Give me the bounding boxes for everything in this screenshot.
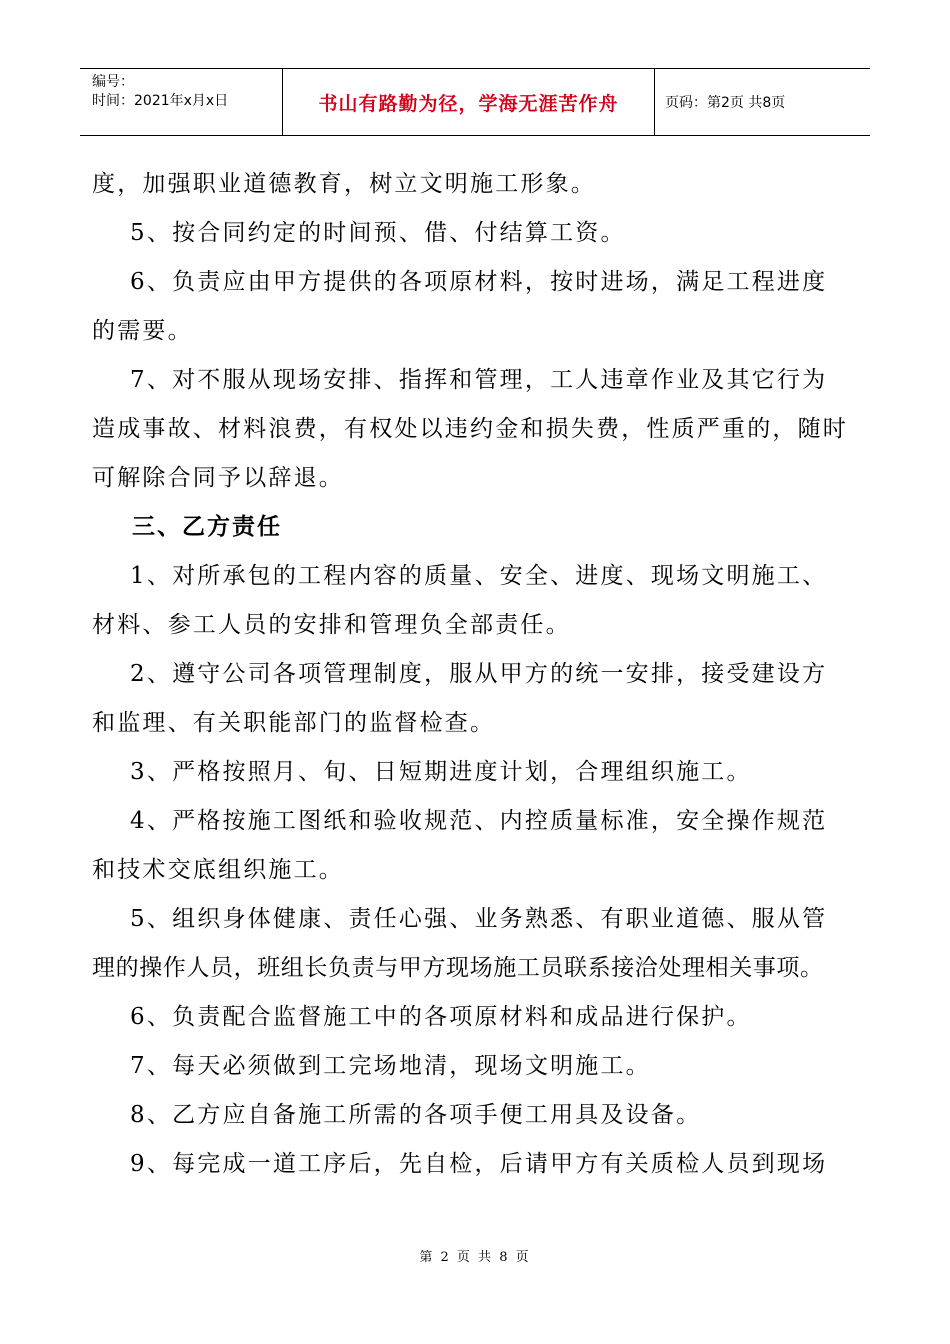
text-line: 9、每完成一道工序后，先自检，后请甲方有关质检人员到现场	[92, 1151, 828, 1177]
text-line: 理的操作人员，班组长负责与甲方现场施工员联系接洽处理相关事项。	[92, 955, 824, 981]
text-line: 2、遵守公司各项管理制度，服从甲方的统一安排，接受建设方	[92, 661, 828, 687]
text-line: 7、每天必须做到工完场地清，现场文明施工。	[92, 1053, 651, 1079]
document-body	[92, 160, 862, 1189]
text-line: 的需要。	[92, 318, 193, 344]
section-heading: 三、乙方责任	[92, 514, 283, 540]
page-header	[80, 68, 870, 136]
text-line: 8、乙方应自备施工所需的各项手便工用具及设备。	[92, 1102, 702, 1128]
text-line: 7、对不服从现场安排、指挥和管理，工人违章作业及其它行为	[92, 367, 828, 393]
text-line: 3、严格按照月、旬、日短期进度计划，合理组织施工。	[92, 759, 752, 785]
text-line: 6、负责应由甲方提供的各项原材料，按时进场，满足工程进度	[92, 269, 828, 295]
text-line: 度，加强职业道德教育，树立文明施工形象。	[92, 171, 596, 197]
text-line: 6、负责配合监督施工中的各项原材料和成品进行保护。	[92, 1004, 752, 1030]
text-line: 材料、参工人员的安排和管理负全部责任。	[92, 612, 571, 638]
doc-number-label: 编号：	[92, 74, 134, 90]
text-line: 1、对所承包的工程内容的质量、安全、进度、现场文明施工、	[92, 563, 828, 589]
doc-date-label: 时间：2021年x月x日	[92, 93, 229, 109]
text-line: 5、按合同约定的时间预、借、付结算工资。	[92, 220, 626, 246]
text-line: 和监理、有关职能部门的监督检查。	[92, 710, 496, 736]
text-line: 4、严格按施工图纸和验收规范、内控质量标准，安全操作规范	[92, 808, 828, 834]
header-motto: 书山有路勤为径，学海无涯苦作舟	[283, 69, 655, 135]
text-line: 造成事故、材料浪费，有权处以违约金和损失费，性质严重的，随时	[92, 416, 848, 442]
page-footer: 第 2 页 共 8 页	[419, 1250, 531, 1265]
text-line: 可解除合同予以辞退。	[92, 465, 344, 491]
text-line: 和技术交底组织施工。	[92, 857, 344, 883]
header-page-info: 页码：第2页 共8页	[665, 95, 786, 111]
text-line: 5、组织身体健康、责任心强、业务熟悉、有职业道德、服从管	[92, 906, 828, 932]
header-meta	[80, 69, 283, 135]
